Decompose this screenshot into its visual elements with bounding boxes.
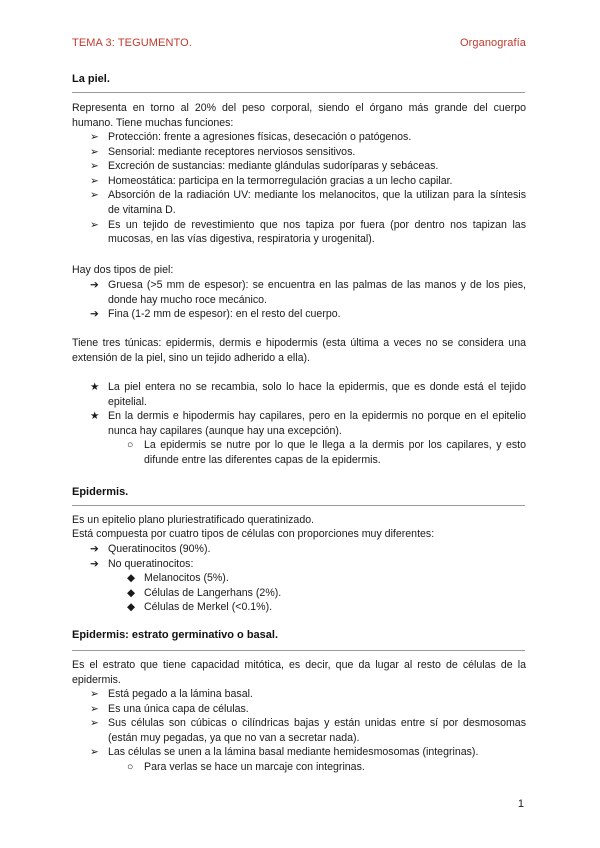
list-item: ➢ Homeostática: participa en la termorregulación gracias a un lecho capilar. <box>90 174 453 187</box>
list-item: ➔ Fina (1-2 mm de espesor): en el resto del cuerpo. <box>90 308 341 321</box>
arrow-bullet-icon: ➔ <box>90 557 99 570</box>
page-number: 1 <box>517 798 524 810</box>
list-item: ○ La epidermis se nutre por lo que le llega a la dermis por los capilares, y esto difunde entre las diferentes capas de la epidermis. <box>127 439 526 466</box>
piel-tunics: Tiene tres túnicas: epidermis, dermis e hipodermis (esta última a veces no se considera una extensión de la piel, sino un tejido adherido a ella). <box>72 337 526 364</box>
list-item: ➢ Absorción de la radiación UV: mediante los melanocitos, que la utilizan para la síntesis de vitamina D. <box>90 189 526 216</box>
list-item: ◆ Células de Langerhans (2%). <box>127 586 282 599</box>
subnote-list <box>127 438 526 467</box>
circle-bullet-icon: ○ <box>127 761 134 773</box>
arrow-bullet-icon: ➔ <box>90 279 99 291</box>
list-item: ➔ Gruesa (>5 mm de espesor): se encuentra en las palmas de las manos y de los pies, donde hay mucho roce mecánico. <box>90 279 526 306</box>
list-item: ➔ No queratinocitos: <box>90 557 194 570</box>
diamond-bullet-icon: ◆ <box>127 586 136 599</box>
list-item: ➢ Es una única capa de células. <box>90 702 249 715</box>
arrowhead-bullet-icon: ➢ <box>90 688 99 700</box>
list-item: ➢ Las células se unen a la lámina basal mediante hemidesmosomas (integrinas). <box>90 746 479 759</box>
section-rule <box>72 505 525 506</box>
list-item: ➢ Está pegado a la lámina basal. <box>90 688 253 700</box>
list-item: ➔ Queratinocitos (90%). <box>90 543 211 555</box>
non-keratinocytes-list <box>127 571 526 615</box>
skin-types-list <box>90 278 526 322</box>
header-subject: Organografía <box>459 37 526 49</box>
list-item: ◆ Células de Merkel (<0.1%). <box>127 601 273 614</box>
diamond-bullet-icon: ◆ <box>127 572 136 584</box>
list-item: ➢ Excreción de sustancias: mediante glándulas sudoríparas y sebáceas. <box>90 160 439 173</box>
piel-types-intro: Hay dos tipos de piel: <box>72 264 174 276</box>
section-title-epidermis: Epidermis. <box>72 486 129 498</box>
arrow-bullet-icon: ➔ <box>90 543 99 555</box>
notes-list <box>90 380 526 438</box>
arrowhead-bullet-icon: ➢ <box>90 717 99 730</box>
list-item: ➢ Sensorial: mediante receptores nerviosos sensitivos. <box>90 145 356 158</box>
cell-types-list <box>90 542 526 571</box>
section-title-basal: Epidermis: estrato germinativo o basal. <box>72 629 279 641</box>
star-bullet-icon: ★ <box>90 410 100 423</box>
basal-points-list <box>90 687 526 760</box>
arrow-bullet-icon: ➔ <box>90 308 99 321</box>
basal-intro: Es el estrato que tiene capacidad mitótica, es decir, que da lugar al resto de células de la epidermis. <box>72 659 526 686</box>
circle-bullet-icon: ○ <box>127 439 134 451</box>
arrowhead-bullet-icon: ➢ <box>90 160 99 173</box>
list-item: ➢ Protección: frente a agresiones físicas, desecación o patógenos. <box>90 131 412 143</box>
list-item: ◆ Melanocitos (5%). <box>127 572 229 584</box>
header-topic: TEMA 3: TEGUMENTO. <box>72 37 192 49</box>
arrowhead-bullet-icon: ➢ <box>90 189 99 202</box>
list-item: ★ La piel entera no se recambia, solo lo hace la epidermis, que es donde está el tejido epitelial. <box>90 381 526 408</box>
functions-list <box>90 130 526 247</box>
list-item: ➢ Sus células son cúbicas o cilíndricas bajas y están unidas entre sí por desmosomas (están muy pegadas, ya que no van a secretar nada). <box>90 717 526 744</box>
section-rule <box>72 650 525 651</box>
arrowhead-bullet-icon: ➢ <box>90 746 99 759</box>
section-title-piel: La piel. <box>72 73 110 85</box>
star-bullet-icon: ★ <box>90 381 100 393</box>
arrowhead-bullet-icon: ➢ <box>90 218 99 231</box>
piel-intro: Representa en torno al 20% del peso corporal, siendo el órgano más grande del cuerpo humano. Tiene muchas funciones: <box>72 102 526 129</box>
epidermis-composition: Está compuesta por cuatro tipos de células con proporciones muy diferentes: <box>72 528 435 540</box>
arrowhead-bullet-icon: ➢ <box>90 174 99 187</box>
arrowhead-bullet-icon: ➢ <box>90 702 99 715</box>
diamond-bullet-icon: ◆ <box>127 601 136 614</box>
list-item: ➢ Es un tejido de revestimiento que nos tapiza por fuera (por dentro nos tapizan las mucosas, en las vías digestiva, respiratoria y urogenital). <box>90 218 526 246</box>
section-rule <box>72 92 525 93</box>
arrowhead-bullet-icon: ➢ <box>90 145 99 158</box>
list-item: ○ Para verlas se hace un marcaje con integrinas. <box>127 761 365 773</box>
basal-subpoint-list <box>127 760 526 775</box>
list-item: ★ En la dermis e hipodermis hay capilares, pero en la epidermis no porque en el epitelio nunca hay capilares (aunque hay una excepción). <box>90 410 526 437</box>
arrowhead-bullet-icon: ➢ <box>90 131 99 143</box>
epidermis-definition: Es un epitelio plano pluriestratificado queratinizado. <box>72 514 315 526</box>
